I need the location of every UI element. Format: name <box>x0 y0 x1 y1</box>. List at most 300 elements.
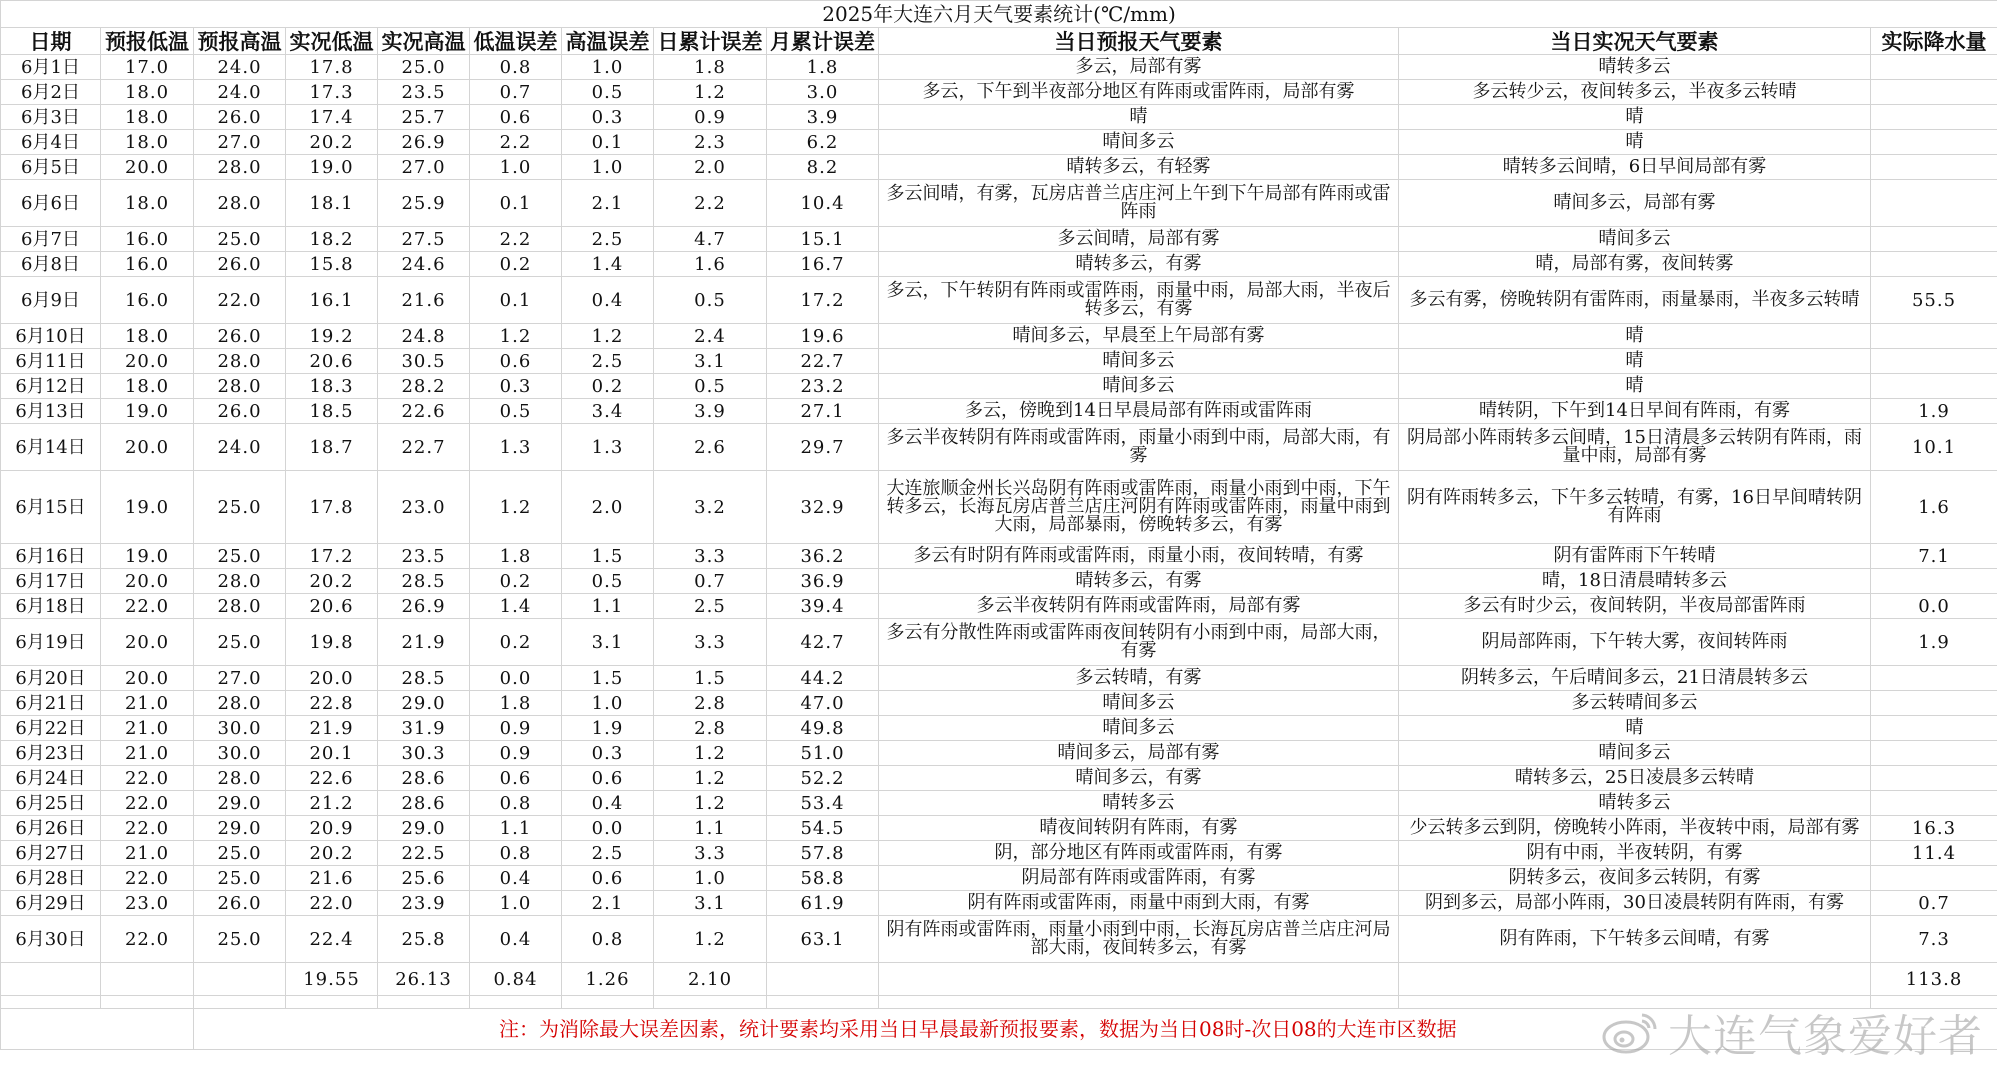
low-error-cell: 0.1 <box>470 277 562 324</box>
monthly-error-cell: 16.7 <box>767 252 879 277</box>
forecast-high-cell: 27.0 <box>194 130 286 155</box>
forecast-high-cell: 30.0 <box>194 741 286 766</box>
monthly-error-cell: 47.0 <box>767 691 879 716</box>
high-error-cell: 1.5 <box>562 666 654 691</box>
date-cell: 6月16日 <box>1 544 101 569</box>
forecast-high-cell: 28.0 <box>194 155 286 180</box>
high-error-cell: 2.5 <box>562 349 654 374</box>
actual-weather-cell: 多云转少云，夜间转多云，半夜多云转晴 <box>1399 80 1871 105</box>
low-error-cell: 0.5 <box>470 399 562 424</box>
low-error-cell: 2.2 <box>470 130 562 155</box>
actual-high-cell: 27.5 <box>378 227 470 252</box>
forecast-weather-cell: 晴间多云，早晨至上午局部有雾 <box>879 324 1399 349</box>
monthly-error-cell: 29.7 <box>767 424 879 471</box>
average-cell: 1.26 <box>562 963 654 996</box>
actual-high-cell: 25.6 <box>378 866 470 891</box>
daily-error-cell: 2.8 <box>654 716 767 741</box>
header-cell: 实况低温 <box>286 28 378 55</box>
actual-low-cell: 21.9 <box>286 716 378 741</box>
high-error-cell: 0.6 <box>562 866 654 891</box>
high-error-cell: 0.1 <box>562 130 654 155</box>
empty-cell <box>1 963 101 996</box>
actual-high-cell: 28.2 <box>378 374 470 399</box>
low-error-cell: 0.4 <box>470 916 562 963</box>
actual-weather-cell: 晴转多云间晴，6日早间局部有雾 <box>1399 155 1871 180</box>
actual-weather-cell: 阴有阵雨，下午转多云间晴，有雾 <box>1399 916 1871 963</box>
average-cell: 26.13 <box>378 963 470 996</box>
date-cell: 6月28日 <box>1 866 101 891</box>
forecast-low-cell: 20.0 <box>101 619 194 666</box>
actual-low-cell: 20.6 <box>286 594 378 619</box>
table-row <box>1 374 1997 399</box>
forecast-high-cell: 24.0 <box>194 55 286 80</box>
high-error-cell: 3.1 <box>562 619 654 666</box>
table-row <box>1 741 1997 766</box>
actual-weather-cell: 晴 <box>1399 349 1871 374</box>
monthly-error-cell: 15.1 <box>767 227 879 252</box>
rainfall-cell <box>1871 374 1997 399</box>
date-cell: 6月6日 <box>1 180 101 227</box>
actual-weather-cell: 晴间多云 <box>1399 227 1871 252</box>
empty-cell <box>562 996 654 1009</box>
actual-low-cell: 19.0 <box>286 155 378 180</box>
actual-weather-cell: 阴有中雨，半夜转阴，有雾 <box>1399 841 1871 866</box>
forecast-low-cell: 21.0 <box>101 691 194 716</box>
forecast-low-cell: 22.0 <box>101 766 194 791</box>
daily-error-cell: 1.2 <box>654 741 767 766</box>
empty-cell <box>767 963 879 996</box>
actual-weather-cell: 晴，18日清晨晴转多云 <box>1399 569 1871 594</box>
monthly-error-cell: 17.2 <box>767 277 879 324</box>
forecast-low-cell: 20.0 <box>101 666 194 691</box>
monthly-error-cell: 6.2 <box>767 130 879 155</box>
forecast-weather-cell: 晴转多云，有雾 <box>879 569 1399 594</box>
header-cell: 日累计误差 <box>654 28 767 55</box>
actual-weather-cell: 晴 <box>1399 105 1871 130</box>
forecast-weather-cell: 晴转多云，有雾 <box>879 252 1399 277</box>
empty-cell <box>378 996 470 1009</box>
forecast-weather-cell: 晴转多云 <box>879 791 1399 816</box>
forecast-high-cell: 29.0 <box>194 791 286 816</box>
actual-high-cell: 22.7 <box>378 424 470 471</box>
low-error-cell: 0.8 <box>470 55 562 80</box>
table-row <box>1 399 1997 424</box>
rainfall-cell <box>1871 666 1997 691</box>
actual-low-cell: 22.0 <box>286 891 378 916</box>
actual-low-cell: 18.1 <box>286 180 378 227</box>
low-error-cell: 1.8 <box>470 544 562 569</box>
header-cell: 实际降水量 <box>1871 28 1997 55</box>
forecast-low-cell: 18.0 <box>101 105 194 130</box>
rainfall-cell: 1.6 <box>1871 471 1997 544</box>
daily-error-cell: 0.7 <box>654 569 767 594</box>
actual-high-cell: 28.5 <box>378 666 470 691</box>
rainfall-cell <box>1871 55 1997 80</box>
date-cell: 6月30日 <box>1 916 101 963</box>
actual-low-cell: 20.1 <box>286 741 378 766</box>
low-error-cell: 0.0 <box>470 666 562 691</box>
actual-high-cell: 22.5 <box>378 841 470 866</box>
rainfall-cell: 0.0 <box>1871 594 1997 619</box>
date-cell: 6月5日 <box>1 155 101 180</box>
header-cell: 高温误差 <box>562 28 654 55</box>
forecast-high-cell: 24.0 <box>194 424 286 471</box>
actual-weather-cell: 少云转多云到阴，傍晚转小阵雨，半夜转中雨，局部有雾 <box>1399 816 1871 841</box>
forecast-low-cell: 16.0 <box>101 227 194 252</box>
forecast-weather-cell: 多云，下午转阴有阵雨或雷阵雨，雨量中雨，局部大雨，半夜后转多云，有雾 <box>879 277 1399 324</box>
average-cell: 2.10 <box>654 963 767 996</box>
forecast-low-cell: 23.0 <box>101 891 194 916</box>
actual-high-cell: 31.9 <box>378 716 470 741</box>
table-row <box>1 180 1997 227</box>
forecast-low-cell: 18.0 <box>101 180 194 227</box>
forecast-weather-cell: 阴有阵雨或雷阵雨，雨量中雨到大雨，有雾 <box>879 891 1399 916</box>
actual-low-cell: 20.2 <box>286 130 378 155</box>
table-row <box>1 324 1997 349</box>
forecast-low-cell: 17.0 <box>101 55 194 80</box>
monthly-error-cell: 39.4 <box>767 594 879 619</box>
rainfall-cell: 7.3 <box>1871 916 1997 963</box>
high-error-cell: 0.3 <box>562 741 654 766</box>
daily-error-cell: 2.6 <box>654 424 767 471</box>
actual-weather-cell: 阴到多云，局部小阵雨，30日凌晨转阴有阵雨，有雾 <box>1399 891 1871 916</box>
table-row <box>1 816 1997 841</box>
low-error-cell: 0.2 <box>470 252 562 277</box>
table-row <box>1 866 1997 891</box>
high-error-cell: 0.4 <box>562 791 654 816</box>
empty-cell <box>1 996 101 1009</box>
low-error-cell: 0.2 <box>470 619 562 666</box>
high-error-cell: 2.0 <box>562 471 654 544</box>
date-cell: 6月24日 <box>1 766 101 791</box>
actual-high-cell: 29.0 <box>378 816 470 841</box>
table-row <box>1 105 1997 130</box>
date-cell: 6月22日 <box>1 716 101 741</box>
actual-high-cell: 23.5 <box>378 80 470 105</box>
daily-error-cell: 0.5 <box>654 277 767 324</box>
header-cell: 当日实况天气要素 <box>1399 28 1871 55</box>
empty-cell <box>1399 963 1871 996</box>
actual-low-cell: 22.4 <box>286 916 378 963</box>
low-error-cell: 0.8 <box>470 791 562 816</box>
date-cell: 6月8日 <box>1 252 101 277</box>
monthly-error-cell: 49.8 <box>767 716 879 741</box>
daily-error-cell: 1.8 <box>654 55 767 80</box>
forecast-weather-cell: 多云间晴，有雾，瓦房店普兰店庄河上午到下午局部有阵雨或雷阵雨 <box>879 180 1399 227</box>
rainfall-cell <box>1871 227 1997 252</box>
header-cell: 当日预报天气要素 <box>879 28 1399 55</box>
daily-error-cell: 1.2 <box>654 916 767 963</box>
forecast-weather-cell: 多云转晴，有雾 <box>879 666 1399 691</box>
monthly-error-cell: 32.9 <box>767 471 879 544</box>
high-error-cell: 3.4 <box>562 399 654 424</box>
date-cell: 6月29日 <box>1 891 101 916</box>
monthly-error-cell: 52.2 <box>767 766 879 791</box>
empty-cell <box>286 996 378 1009</box>
monthly-error-cell: 10.4 <box>767 180 879 227</box>
actual-high-cell: 26.9 <box>378 594 470 619</box>
table-row <box>1 716 1997 741</box>
empty-cell <box>1399 996 1871 1009</box>
forecast-low-cell: 16.0 <box>101 252 194 277</box>
average-cell: 0.84 <box>470 963 562 996</box>
low-error-cell: 0.1 <box>470 180 562 227</box>
date-cell: 6月7日 <box>1 227 101 252</box>
actual-high-cell: 21.9 <box>378 619 470 666</box>
date-cell: 6月20日 <box>1 666 101 691</box>
forecast-high-cell: 25.0 <box>194 471 286 544</box>
low-error-cell: 0.6 <box>470 766 562 791</box>
watermark-text: 大连气象爱好者 <box>1668 1011 1983 1062</box>
daily-error-cell: 3.3 <box>654 544 767 569</box>
actual-high-cell: 27.0 <box>378 155 470 180</box>
daily-error-cell: 1.2 <box>654 766 767 791</box>
actual-low-cell: 21.2 <box>286 791 378 816</box>
low-error-cell: 1.8 <box>470 691 562 716</box>
high-error-cell: 2.5 <box>562 841 654 866</box>
table-row <box>1 666 1997 691</box>
monthly-error-cell: 53.4 <box>767 791 879 816</box>
daily-error-cell: 0.5 <box>654 374 767 399</box>
empty-cell <box>101 996 194 1009</box>
forecast-weather-cell: 晴间多云 <box>879 716 1399 741</box>
rainfall-cell <box>1871 766 1997 791</box>
daily-error-cell: 1.2 <box>654 80 767 105</box>
date-cell: 6月9日 <box>1 277 101 324</box>
table-row <box>1 841 1997 866</box>
low-error-cell: 0.9 <box>470 741 562 766</box>
high-error-cell: 1.0 <box>562 155 654 180</box>
high-error-cell: 1.5 <box>562 544 654 569</box>
actual-weather-cell: 晴 <box>1399 324 1871 349</box>
forecast-low-cell: 20.0 <box>101 349 194 374</box>
header-cell: 预报低温 <box>101 28 194 55</box>
actual-weather-cell: 阴局部小阵雨转多云间晴，15日清晨多云转阴有阵雨，雨量中雨，局部有雾 <box>1399 424 1871 471</box>
actual-high-cell: 23.0 <box>378 471 470 544</box>
daily-error-cell: 1.1 <box>654 816 767 841</box>
rainfall-cell <box>1871 691 1997 716</box>
forecast-weather-cell: 多云，傍晚到14日早晨局部有阵雨或雷阵雨 <box>879 399 1399 424</box>
table-row <box>1 277 1997 324</box>
forecast-high-cell: 25.0 <box>194 619 286 666</box>
actual-high-cell: 23.9 <box>378 891 470 916</box>
actual-weather-cell: 晴间多云，局部有雾 <box>1399 180 1871 227</box>
low-error-cell: 0.6 <box>470 105 562 130</box>
actual-low-cell: 20.2 <box>286 841 378 866</box>
daily-error-cell: 3.1 <box>654 891 767 916</box>
rainfall-cell: 1.9 <box>1871 399 1997 424</box>
table-row <box>1 155 1997 180</box>
daily-error-cell: 1.2 <box>654 791 767 816</box>
empty-cell <box>1871 996 1997 1009</box>
forecast-high-cell: 25.0 <box>194 841 286 866</box>
actual-weather-cell: 晴 <box>1399 716 1871 741</box>
forecast-low-cell: 16.0 <box>101 277 194 324</box>
monthly-error-cell: 54.5 <box>767 816 879 841</box>
date-cell: 6月13日 <box>1 399 101 424</box>
rainfall-cell: 1.9 <box>1871 619 1997 666</box>
empty-cell <box>879 963 1399 996</box>
forecast-low-cell: 18.0 <box>101 130 194 155</box>
forecast-low-cell: 18.0 <box>101 80 194 105</box>
forecast-weather-cell: 大连旅顺金州长兴岛阴有阵雨或雷阵雨，雨量小雨到中雨，下午转多云，长海瓦房店普兰店庄河阴有阵雨或雷阵雨，雨量中雨到大雨，局部暴雨，傍晚转多云，有雾 <box>879 471 1399 544</box>
actual-low-cell: 17.2 <box>286 544 378 569</box>
forecast-weather-cell: 阴局部有阵雨或雷阵雨，有雾 <box>879 866 1399 891</box>
date-cell: 6月15日 <box>1 471 101 544</box>
date-cell: 6月4日 <box>1 130 101 155</box>
rainfall-cell <box>1871 155 1997 180</box>
high-error-cell: 0.6 <box>562 766 654 791</box>
actual-weather-cell: 晴转多云，25日凌晨多云转晴 <box>1399 766 1871 791</box>
high-error-cell: 1.2 <box>562 324 654 349</box>
low-error-cell: 0.6 <box>470 349 562 374</box>
forecast-weather-cell: 阴有阵雨或雷阵雨，雨量小雨到中雨，长海瓦房店普兰店庄河局部大雨，夜间转多云，有雾 <box>879 916 1399 963</box>
rainfall-cell <box>1871 130 1997 155</box>
high-error-cell: 0.3 <box>562 105 654 130</box>
forecast-high-cell: 26.0 <box>194 324 286 349</box>
daily-error-cell: 3.1 <box>654 349 767 374</box>
monthly-error-cell: 44.2 <box>767 666 879 691</box>
table-row <box>1 791 1997 816</box>
actual-low-cell: 19.2 <box>286 324 378 349</box>
date-cell: 6月11日 <box>1 349 101 374</box>
high-error-cell: 0.8 <box>562 916 654 963</box>
forecast-high-cell: 25.0 <box>194 866 286 891</box>
forecast-low-cell: 20.0 <box>101 424 194 471</box>
table-row <box>1 916 1997 963</box>
header-cell: 日期 <box>1 28 101 55</box>
forecast-weather-cell: 多云，下午到半夜部分地区有阵雨或雷阵雨，局部有雾 <box>879 80 1399 105</box>
forecast-weather-cell: 晴夜间转阴有阵雨，有雾 <box>879 816 1399 841</box>
daily-error-cell: 2.5 <box>654 594 767 619</box>
forecast-high-cell: 26.0 <box>194 105 286 130</box>
monthly-error-cell: 36.2 <box>767 544 879 569</box>
forecast-weather-cell: 多云有时阴有阵雨或雷阵雨，雨量小雨，夜间转晴，有雾 <box>879 544 1399 569</box>
daily-error-cell: 2.8 <box>654 691 767 716</box>
actual-high-cell: 25.8 <box>378 916 470 963</box>
date-cell: 6月2日 <box>1 80 101 105</box>
monthly-error-cell: 42.7 <box>767 619 879 666</box>
date-cell: 6月18日 <box>1 594 101 619</box>
table-row <box>1 471 1997 544</box>
low-error-cell: 1.0 <box>470 891 562 916</box>
rainfall-cell: 0.7 <box>1871 891 1997 916</box>
actual-high-cell: 28.6 <box>378 766 470 791</box>
low-error-cell: 0.7 <box>470 80 562 105</box>
high-error-cell: 1.3 <box>562 424 654 471</box>
rainfall-cell <box>1871 180 1997 227</box>
actual-high-cell: 25.9 <box>378 180 470 227</box>
actual-low-cell: 15.8 <box>286 252 378 277</box>
actual-high-cell: 21.6 <box>378 277 470 324</box>
rainfall-cell <box>1871 349 1997 374</box>
actual-weather-cell: 晴间多云 <box>1399 741 1871 766</box>
forecast-low-cell: 21.0 <box>101 741 194 766</box>
daily-error-cell: 3.2 <box>654 471 767 544</box>
table-row <box>1 80 1997 105</box>
forecast-weather-cell: 多云间晴，局部有雾 <box>879 227 1399 252</box>
low-error-cell: 2.2 <box>470 227 562 252</box>
table-row <box>1 691 1997 716</box>
forecast-low-cell: 19.0 <box>101 399 194 424</box>
actual-weather-cell: 晴转多云 <box>1399 791 1871 816</box>
forecast-high-cell: 26.0 <box>194 252 286 277</box>
forecast-low-cell: 19.0 <box>101 471 194 544</box>
forecast-weather-cell: 晴间多云 <box>879 691 1399 716</box>
average-cell: 113.8 <box>1871 963 1997 996</box>
date-cell: 6月19日 <box>1 619 101 666</box>
date-cell: 6月10日 <box>1 324 101 349</box>
forecast-low-cell: 20.0 <box>101 569 194 594</box>
empty-cell <box>654 996 767 1009</box>
forecast-weather-cell: 晴间多云 <box>879 374 1399 399</box>
footnote: 注：为消除最大误差因素，统计要素均采用当日早晨最新预报要素，数据为当日08时-次日08的大连市区数据 <box>194 1009 1997 1050</box>
low-error-cell: 1.2 <box>470 324 562 349</box>
monthly-error-cell: 23.2 <box>767 374 879 399</box>
high-error-cell: 1.0 <box>562 691 654 716</box>
forecast-low-cell: 22.0 <box>101 816 194 841</box>
forecast-high-cell: 28.0 <box>194 594 286 619</box>
table-row <box>1 891 1997 916</box>
actual-high-cell: 25.7 <box>378 105 470 130</box>
rainfall-cell: 10.1 <box>1871 424 1997 471</box>
header-row <box>1 28 1997 55</box>
rainfall-cell <box>1871 80 1997 105</box>
table-row <box>1 766 1997 791</box>
monthly-error-cell: 58.8 <box>767 866 879 891</box>
high-error-cell: 1.9 <box>562 716 654 741</box>
high-error-cell: 2.5 <box>562 227 654 252</box>
table-row <box>1 227 1997 252</box>
table-row <box>1 130 1997 155</box>
high-error-cell: 1.4 <box>562 252 654 277</box>
forecast-high-cell: 30.0 <box>194 716 286 741</box>
daily-error-cell: 1.5 <box>654 666 767 691</box>
actual-low-cell: 20.6 <box>286 349 378 374</box>
forecast-low-cell: 22.0 <box>101 791 194 816</box>
monthly-error-cell: 51.0 <box>767 741 879 766</box>
empty-cell <box>1 1009 194 1050</box>
actual-weather-cell: 晴，局部有雾，夜间转雾 <box>1399 252 1871 277</box>
forecast-high-cell: 28.0 <box>194 349 286 374</box>
actual-high-cell: 25.0 <box>378 55 470 80</box>
date-cell: 6月3日 <box>1 105 101 130</box>
blank-row <box>1 996 1997 1009</box>
actual-high-cell: 24.6 <box>378 252 470 277</box>
actual-high-cell: 24.8 <box>378 324 470 349</box>
forecast-high-cell: 28.0 <box>194 691 286 716</box>
daily-error-cell: 3.3 <box>654 841 767 866</box>
forecast-low-cell: 19.0 <box>101 544 194 569</box>
actual-weather-cell: 晴转多云 <box>1399 55 1871 80</box>
daily-error-cell: 1.6 <box>654 252 767 277</box>
actual-weather-cell: 阴有阵雨转多云，下午多云转晴，有雾，16日早间晴转阴有阵雨 <box>1399 471 1871 544</box>
forecast-high-cell: 25.0 <box>194 227 286 252</box>
daily-error-cell: 4.7 <box>654 227 767 252</box>
date-cell: 6月23日 <box>1 741 101 766</box>
actual-low-cell: 20.0 <box>286 666 378 691</box>
forecast-high-cell: 22.0 <box>194 277 286 324</box>
high-error-cell: 0.0 <box>562 816 654 841</box>
actual-low-cell: 18.5 <box>286 399 378 424</box>
actual-low-cell: 18.2 <box>286 227 378 252</box>
daily-error-cell: 2.3 <box>654 130 767 155</box>
table-row <box>1 349 1997 374</box>
daily-error-cell: 2.0 <box>654 155 767 180</box>
actual-low-cell: 20.9 <box>286 816 378 841</box>
header-cell: 实况高温 <box>378 28 470 55</box>
high-error-cell: 2.1 <box>562 891 654 916</box>
